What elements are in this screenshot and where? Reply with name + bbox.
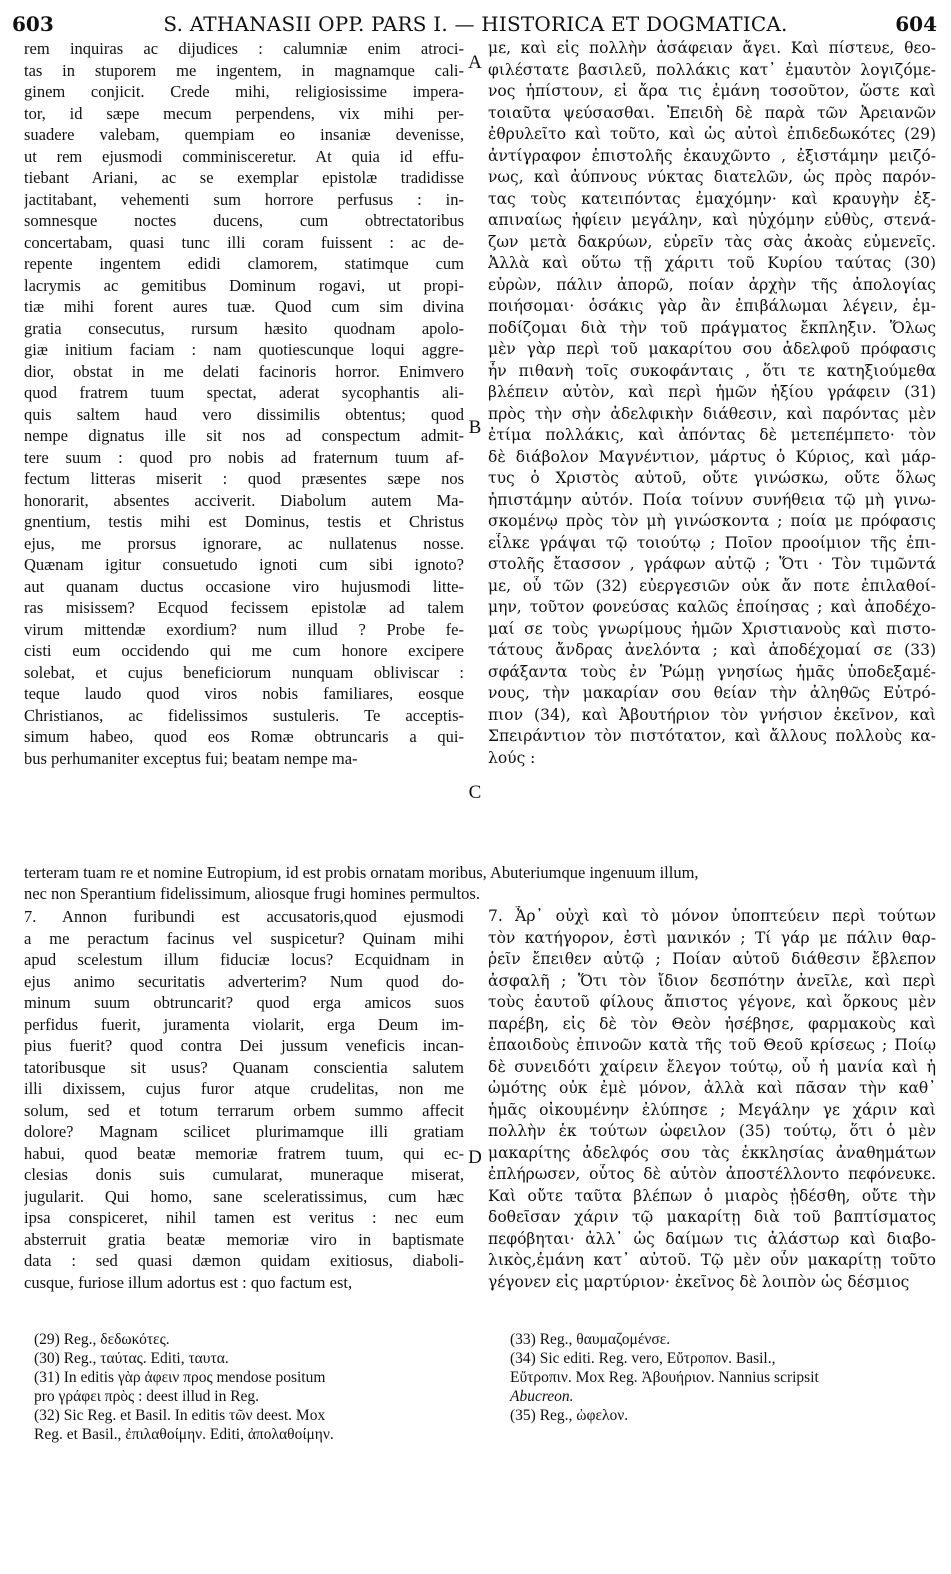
latin-text-line: ginem conjicit. Crede mihi, religiosissime impera-	[24, 82, 464, 101]
greek-text-line: βλέπειν αὐτὸν, καὶ περὶ ἡμῶν ἠξίου γράφειν (31)	[488, 383, 936, 401]
greek-text-line: Καὶ οὔτε ταῦτα βλέπων ὁ μιαρὸς ᾐδέσθη, οὔτε τὴν	[488, 1186, 936, 1205]
footnote-line: (33) Reg., θαυμαζομένσε.	[510, 1331, 671, 1348]
greek-text-line: ἠπιστάμην αὐτόν. Ποία τοίνυν συνήθεια τῷ μὴ γινω-	[488, 490, 936, 509]
greek-text-line: ζων μετὰ δακρύων, εὑρεῖν τὰς σὰς ἀκοὰς εὐμενεῖς.	[488, 232, 936, 251]
latin-text-line: dior, obstat in me delati facinoris horror. Enimvero	[24, 361, 464, 381]
latin-text-line: ejus, me prorsus ignorare, ac nullatenus nosse.	[24, 533, 464, 553]
latin-text-line: aut quanam ductus occasione viro hujusmodi litte-	[24, 576, 464, 596]
margin-marker-b: B	[468, 417, 482, 438]
latin-text-line: apud scelestum illum fiduciæ locus? Ecquidnam in	[24, 950, 464, 969]
footnote-line: pro γράφει πρὸς : deest illud in Reg.	[34, 1388, 260, 1405]
latin-text-line: ipsa conspiceret, nihil tamen est veritus : nec eum	[24, 1208, 464, 1227]
latin-text-line: perfidus fuerit, juramenta violarit, erga Deum im-	[24, 1014, 464, 1034]
latin-text-line: bus perhumaniter exceptus fui; beatam nempe ma-	[24, 748, 358, 768]
greek-text-line: με, οὗ τῶν (32) εὐεργεσιῶν οὐκ ἄν ποτε ἐπιλαθοί-	[488, 576, 936, 595]
greek-text-line: μὲν γὰρ περὶ τοῦ μακαρίτου σου ἀδελφοῦ πρόφασις	[488, 340, 936, 358]
greek-column	[488, 38, 936, 769]
latin-text-line: concertabam, quasi tunc illi coram fuissent : ac de-	[24, 232, 464, 252]
latin-text-line: repente ingentem edidi clamorem, statimque cum	[24, 254, 464, 273]
latin-text-line: lacrymis ac gemitibus Dominum rogavi, ut propi-	[24, 275, 464, 295]
latin-text-line: simum habeo, quod eos Romæ obtruncaris a qui-	[24, 727, 464, 746]
latin-text-line: quod fratrem tuum spectat, aderat sycophantis ali-	[24, 383, 464, 402]
greek-text-line: τας τοὺς κατειπόντας ἐμαχόμην· καὶ κραυγὴν ἐξ-	[488, 189, 936, 208]
greek-text-line: μαί σε τοὺς γνωρίμους ἡμῶν Χριστιανοὺς καὶ πιστο-	[488, 619, 936, 638]
latin-text-line: illi dixissem, cujus furor atque crudelitas, non me	[24, 1079, 464, 1098]
greek-text-line: τὸν κατήγορον, ἐστὶ μανικόν ; Τί γάρ με πάλιν θαρ-	[488, 928, 936, 947]
greek-text-line: πιον (34), καὶ Ἀβουτήριον τὸν γνήσιον ἐκεῖνον, καὶ	[488, 705, 936, 724]
latin-text-line: ras misissem? Ecquod fecissem epistolæ ad talem	[24, 598, 464, 617]
margin-marker-d: D	[468, 1147, 482, 1168]
greek-text-line: τάτους ἄνδρας ἀνελόντα ; καὶ ἀποδέχομαί σε (33)	[488, 641, 936, 659]
greek-text-line: ἀντίγραφον ἐπιστολῆς ἐκαυχῶντο , ἐξιστάμην μειζό-	[488, 146, 936, 165]
greek-text-line: μην, τοῦτον φονεύσας καλῶς ἐποίησας ; καὶ ἀποδέχο-	[488, 598, 936, 616]
greek-text-line: ἐπαοιδοὺς ἐπινοῶν κατὰ τῆς τοῦ Θεοῦ κρίσεως ; Ποίῳ	[488, 1036, 936, 1054]
greek-text-line: νος ἠπίστουν, εἰ ἄρα τις ἐμάνη τοσοῦτον, ὥστε καὶ	[488, 82, 936, 100]
footnote-line: (31) In editis γὰρ ἀφειν προς mendose positum	[34, 1369, 326, 1386]
latin-text-line: tere suum : quod pro nobis ad fraternum tuum af-	[24, 447, 464, 467]
margin-marker-a: A	[468, 52, 482, 73]
greek-text-line: ποιήσομαι· ὁσάκις γὰρ ἂν ἐπιβάλωμαι λέγειν, ἐμ-	[488, 297, 936, 315]
latin-text-line: nempe dignatus ille sit nos ad conspectum admit-	[24, 426, 464, 445]
latin-text-line: 7. Annon furibundi est accusatoris,quod ejusmodi	[24, 907, 464, 926]
latin-section-7	[24, 906, 464, 1293]
footnote-line: (34) Sic editi. Reg. vero, Εὔτροπον. Basil.,	[510, 1350, 776, 1367]
greek-text-line: ῥεῖν ἔπειθεν αὐτῷ ; Ποίαν αὐτοῦ διάθεσιν ἔβλεπον	[488, 950, 936, 968]
greek-text-line: ἐπλήρωσεν, οὗτος δὲ αὐτὸν ἀποστέλλοντο πεφόνευκε.	[488, 1165, 936, 1183]
greek-text-line: φιλέστατε βασιλεῦ, πολλάκις κατ᾽ ἐμαυτὸν λογιζόμε-	[488, 60, 936, 79]
greek-text-line: στολῆς ἔτασσον , γράφων αὐτῷ ; Ὅτι · Τὸν τιμῶντά	[488, 555, 936, 573]
greek-text-line: δὲ διάβολον Μαγνέντιον, μάρτυς ὁ Κύριος, καὶ μάρ-	[488, 447, 936, 466]
latin-text-line: fectum litteras miserit : quod præsentes sæpe nos	[24, 469, 464, 488]
greek-text-line: πεφόβηται· ἀλλ᾽ ὡς δαίμων τις ἀλάστωρ καὶ διαβο-	[488, 1229, 936, 1248]
greek-text-line: 7. Ἆρ᾽ οὐχὶ καὶ τὸ μόνον ὑποπτεύειν περὶ τούτων	[488, 907, 936, 925]
greek-text-line: εἷλκε γράψαι τῷ τοιούτῳ ; Ποῖον προοίμιον τῆς ἐπι-	[488, 533, 936, 552]
footnote-line: (30) Reg., ταύτας. Editi, ταυτα.	[34, 1350, 229, 1367]
latin-column	[24, 38, 464, 769]
greek-section-7	[488, 906, 936, 1293]
footnote-line: (29) Reg., δεδωκότες.	[34, 1331, 170, 1348]
greek-text-line: εὑρὼν, πάλιν ἀπορῶ, ποίαν ἀρχὴν τῆς ἀπολογίας	[488, 275, 936, 294]
latin-text-line: a me peractum facinus vel suspicetur? Quinam mihi	[24, 928, 464, 948]
footnote-line: (32) Sic Reg. et Basil. In editis τῶν deest. Mox	[34, 1407, 326, 1424]
footnotes-right	[510, 1330, 936, 1425]
latin-text-line: gratia consecutus, rursum hæsito quodnam apolo-	[24, 318, 464, 338]
greek-text-line: ὠμότης οὐκ ἐμὲ μόνον, ἀλλὰ καὶ πᾶσαν τὴν καθ᾽	[488, 1079, 936, 1097]
latin-text-line: dolore? Magnam scilicet plurimamque illi gratiam	[24, 1122, 464, 1141]
greek-text-line: τυς ὁ Χριστὸς αὐτοῦ, οὔτε γινώσκω, οὔτε ὅλως	[488, 469, 936, 487]
latin-text-line: giæ initium faciam : nam quotiescunque loqui aggre-	[24, 340, 464, 359]
greek-text-line: γέγονεν εἰς μαρτύριον· ἐκεῖνος δὲ λοιπὸν ὡς δέσμιος	[488, 1272, 910, 1291]
latin-text-line: tor, id sæpe mecum perpendens, vix mihi per-	[24, 103, 464, 123]
greek-text-line: σφάξαντα τοὺς ἐν Ῥώμῃ γνησίως ἡμᾶς ὑποδεξαμέ-	[488, 662, 936, 681]
latin-text-line: tiebant Ariani, ac se exemplar epistolæ tradidisse	[24, 168, 464, 187]
latin-text-line: clesias donis suis cumularat, muneraque miserat,	[24, 1165, 464, 1184]
latin-text-line: pius fuerit? quod contra Dei jussum veneficis incan-	[24, 1036, 464, 1055]
greek-text-line: με, καὶ εἰς πολλὴν ἀσάφειαν ἄγει. Καὶ πίστευε, θεο-	[488, 39, 936, 57]
footnote-line: Εὔτροπιν. Mox Reg. Ἀβουήριον. Nannius scripsit	[510, 1369, 819, 1386]
greek-text-line: Σπειράντιον τὸν πιστότατον, καὶ ἄλλους πολλοὺς κα-	[488, 727, 936, 745]
greek-text-line: ποδίζομαι διὰ τὴν τοῦ πράγματος ἔκπληξιν. Ὅλως	[488, 318, 936, 337]
greek-text-line: τοιαῦτα ψεύσασθαι. Ἐπειδὴ δὲ παρὰ τῶν Ἀρειανῶν	[488, 103, 936, 122]
latin-text-line: absterruit gratia beatæ memoriæ viro in baptismate	[24, 1229, 464, 1249]
latin-text-line: virum mittendæ exordium? num illud ? Probe fe-	[24, 619, 464, 639]
latin-text-line: quis saltem haud vero dissimilis obtentus; quod	[24, 404, 464, 424]
latin-text-line: rem inquiras ac dijudices : calumniæ enim atroci-	[24, 39, 464, 58]
latin-text-line: tiæ mihi forent aures tuæ. Quod cum sim divina	[24, 297, 464, 316]
latin-text-line: Christianos, ac fidelissimos sustuleris. Te acceptis-	[24, 705, 464, 725]
footnotes-left	[34, 1330, 464, 1444]
footnote-line: (35) Reg., ὠφελον.	[510, 1407, 629, 1424]
spanning-line-1: terteram tuam re et nomine Eutropium, id est probis ornatam moribus, Abuteriumque ingenuum illum,	[24, 863, 699, 882]
greek-text-line: ἀσφαλῆ ; Ὅτι τὸν ἴδιον δεσπότην ἀνεῖλε, καὶ περὶ	[488, 971, 936, 990]
latin-text-line: cisti eum occidendo qui me cum honore excipere	[24, 641, 464, 660]
greek-text-line: νους, τὴν μακαρίαν σου θείαν τὴν ἀληθῶς Εὐτρό-	[488, 684, 936, 702]
latin-text-line: solebat, et cujus beneficiorum nunquam obliviscar :	[24, 662, 464, 682]
margin-marker-c: C	[468, 782, 482, 803]
greek-text-line: παρέβη, εἰς δὲ τὸν Θεὸν ἠσέβησε, φαρμακοὺς καὶ	[488, 1014, 936, 1033]
greek-text-line: νως, καὶ ἀύπνους νύκτας διατελῶν, ὡς πρὸς παρόν-	[488, 168, 936, 186]
latin-text-line: tas in stuporem me ingentem, in magnamque cali-	[24, 60, 464, 80]
latin-text-line: ut rem ejusmodi comminisceretur. At quia id effu-	[24, 146, 464, 166]
footnote-line: Abucreon.	[510, 1388, 574, 1405]
latin-text-line: solum, sed et totum terrarum orbem summo affecit	[24, 1100, 464, 1120]
greek-text-line: δὲ συνειδότι χαίρειν ἔλεγον τούτῳ, οὗ ἡ μανία καὶ ἡ	[488, 1057, 936, 1076]
latin-text-line: minum suum obtruncarit? quod erga amicos suos	[24, 993, 464, 1012]
footnote-line: Reg. et Basil., ἐπιλαθοίμην. Editi, ἀπολαθοίμην.	[34, 1426, 334, 1443]
greek-text-line: ἦν πιθανὴ τοῖς συκοφάνταις , ὅτι τε κατηξιούμεθα	[488, 361, 936, 380]
running-title: S. ATHANASII OPP. PARS I. — HISTORICA ET DOGMATICA.	[163, 12, 788, 36]
greek-text-line: σκομένῳ πρὸς τὸν μὴ γινώσκοντα ; ποία με πρόφασις	[488, 512, 936, 530]
latin-text-line: habui, quod beatæ memoriæ fratrem tuum, qui ec-	[24, 1143, 464, 1163]
greek-text-line: δοθεῖσαν χάριν τῷ μακαρίτῃ διὰ τοῦ βαπτίσματος	[488, 1208, 936, 1226]
latin-text-line: teque laudo quod viros nobis familiares, eosque	[24, 684, 464, 703]
latin-text-line: ejus animo securitatis adverterim? Num quod do-	[24, 971, 464, 991]
greek-text-line: πρὸς τὴν σὴν ἀδελφικὴν διάθεσιν, καὶ παρόντας μὲν	[488, 404, 936, 423]
greek-text-line: απιναίως ἠφίειν μεγάλην, καὶ ηὐχόμην εὐθὺς, στενά-	[488, 211, 936, 229]
greek-text-line: Ἀλλὰ καὶ οὕτω τῇ χάριτι τοῦ Κυρίου ταύτας (30)	[488, 254, 936, 272]
latin-text-line: data : sed quasi dæmon quidam exitiosus, diaboli-	[24, 1251, 464, 1270]
greek-text-line: λικὸς,ἐμάνη κατ᾽ αὐτοῦ. Τῷ μὲν οὖν μακαρίτῃ τοῦτο	[488, 1251, 936, 1269]
greek-text-line: ἐτίμα πολλάκις, καὶ ἀπόντας δὲ μετεπέμπετο· τὸν	[488, 426, 936, 444]
page-number-left: 603	[12, 12, 54, 36]
latin-text-line: cusque, furiose illum adortus est : quo factum est,	[24, 1272, 353, 1292]
latin-text-line: Quænam igitur consuetudo ignoti cum sibi ignoto?	[24, 555, 464, 574]
latin-text-line: somnesque noctes ducens, cum obtrectatoribus	[24, 211, 464, 230]
greek-text-line: τοὺς ἑαυτοῦ φίλους ἄπιστος γέγονε, καὶ ὅρκους μὲν	[488, 993, 936, 1011]
greek-text-line: πολλὴν ἐκ τούτων ὠφειλον (35) τούτῳ, ὅτι ὁ μὲν	[488, 1122, 936, 1140]
spanning-line-2: nec non Sperantium fidelissimum, aliosque frugi homines permultos.	[24, 884, 480, 903]
latin-text-line: jactitabant, vehementi sum horrore perfusus : in-	[24, 189, 464, 209]
latin-text-line: jugularit. Qui homo, sane sceleratissimus, cum hæc	[24, 1186, 464, 1206]
page-number-right: 604	[895, 12, 937, 36]
greek-text-line: ἐθρυλεῖτο καὶ τοῦτο, καὶ ὡς αὐτοὶ ἐπιδεδωκότες (29)	[488, 125, 936, 143]
latin-text-line: suadere valebam, quempiam eo insaniæ devenisse,	[24, 125, 464, 144]
greek-text-line: λούς :	[488, 748, 536, 767]
latin-text-line: honorarit, absentes acciverit. Diabolum autem Ma-	[24, 490, 464, 510]
latin-text-line: tatoribusque sit usus? Quanam conscientia salutem	[24, 1057, 464, 1077]
greek-text-line: μακαρίτης ἀδελφός σου τὰς ἐκκλησίας ἀναθημάτων	[488, 1143, 936, 1162]
latin-text-line: gnentium, testis mihi est Dominus, testis et Christus	[24, 512, 464, 531]
greek-text-line: ἡμᾶς οἰκουμένην ἐλύπησε ; Μεγάλην γε χάριν καὶ	[488, 1100, 936, 1119]
